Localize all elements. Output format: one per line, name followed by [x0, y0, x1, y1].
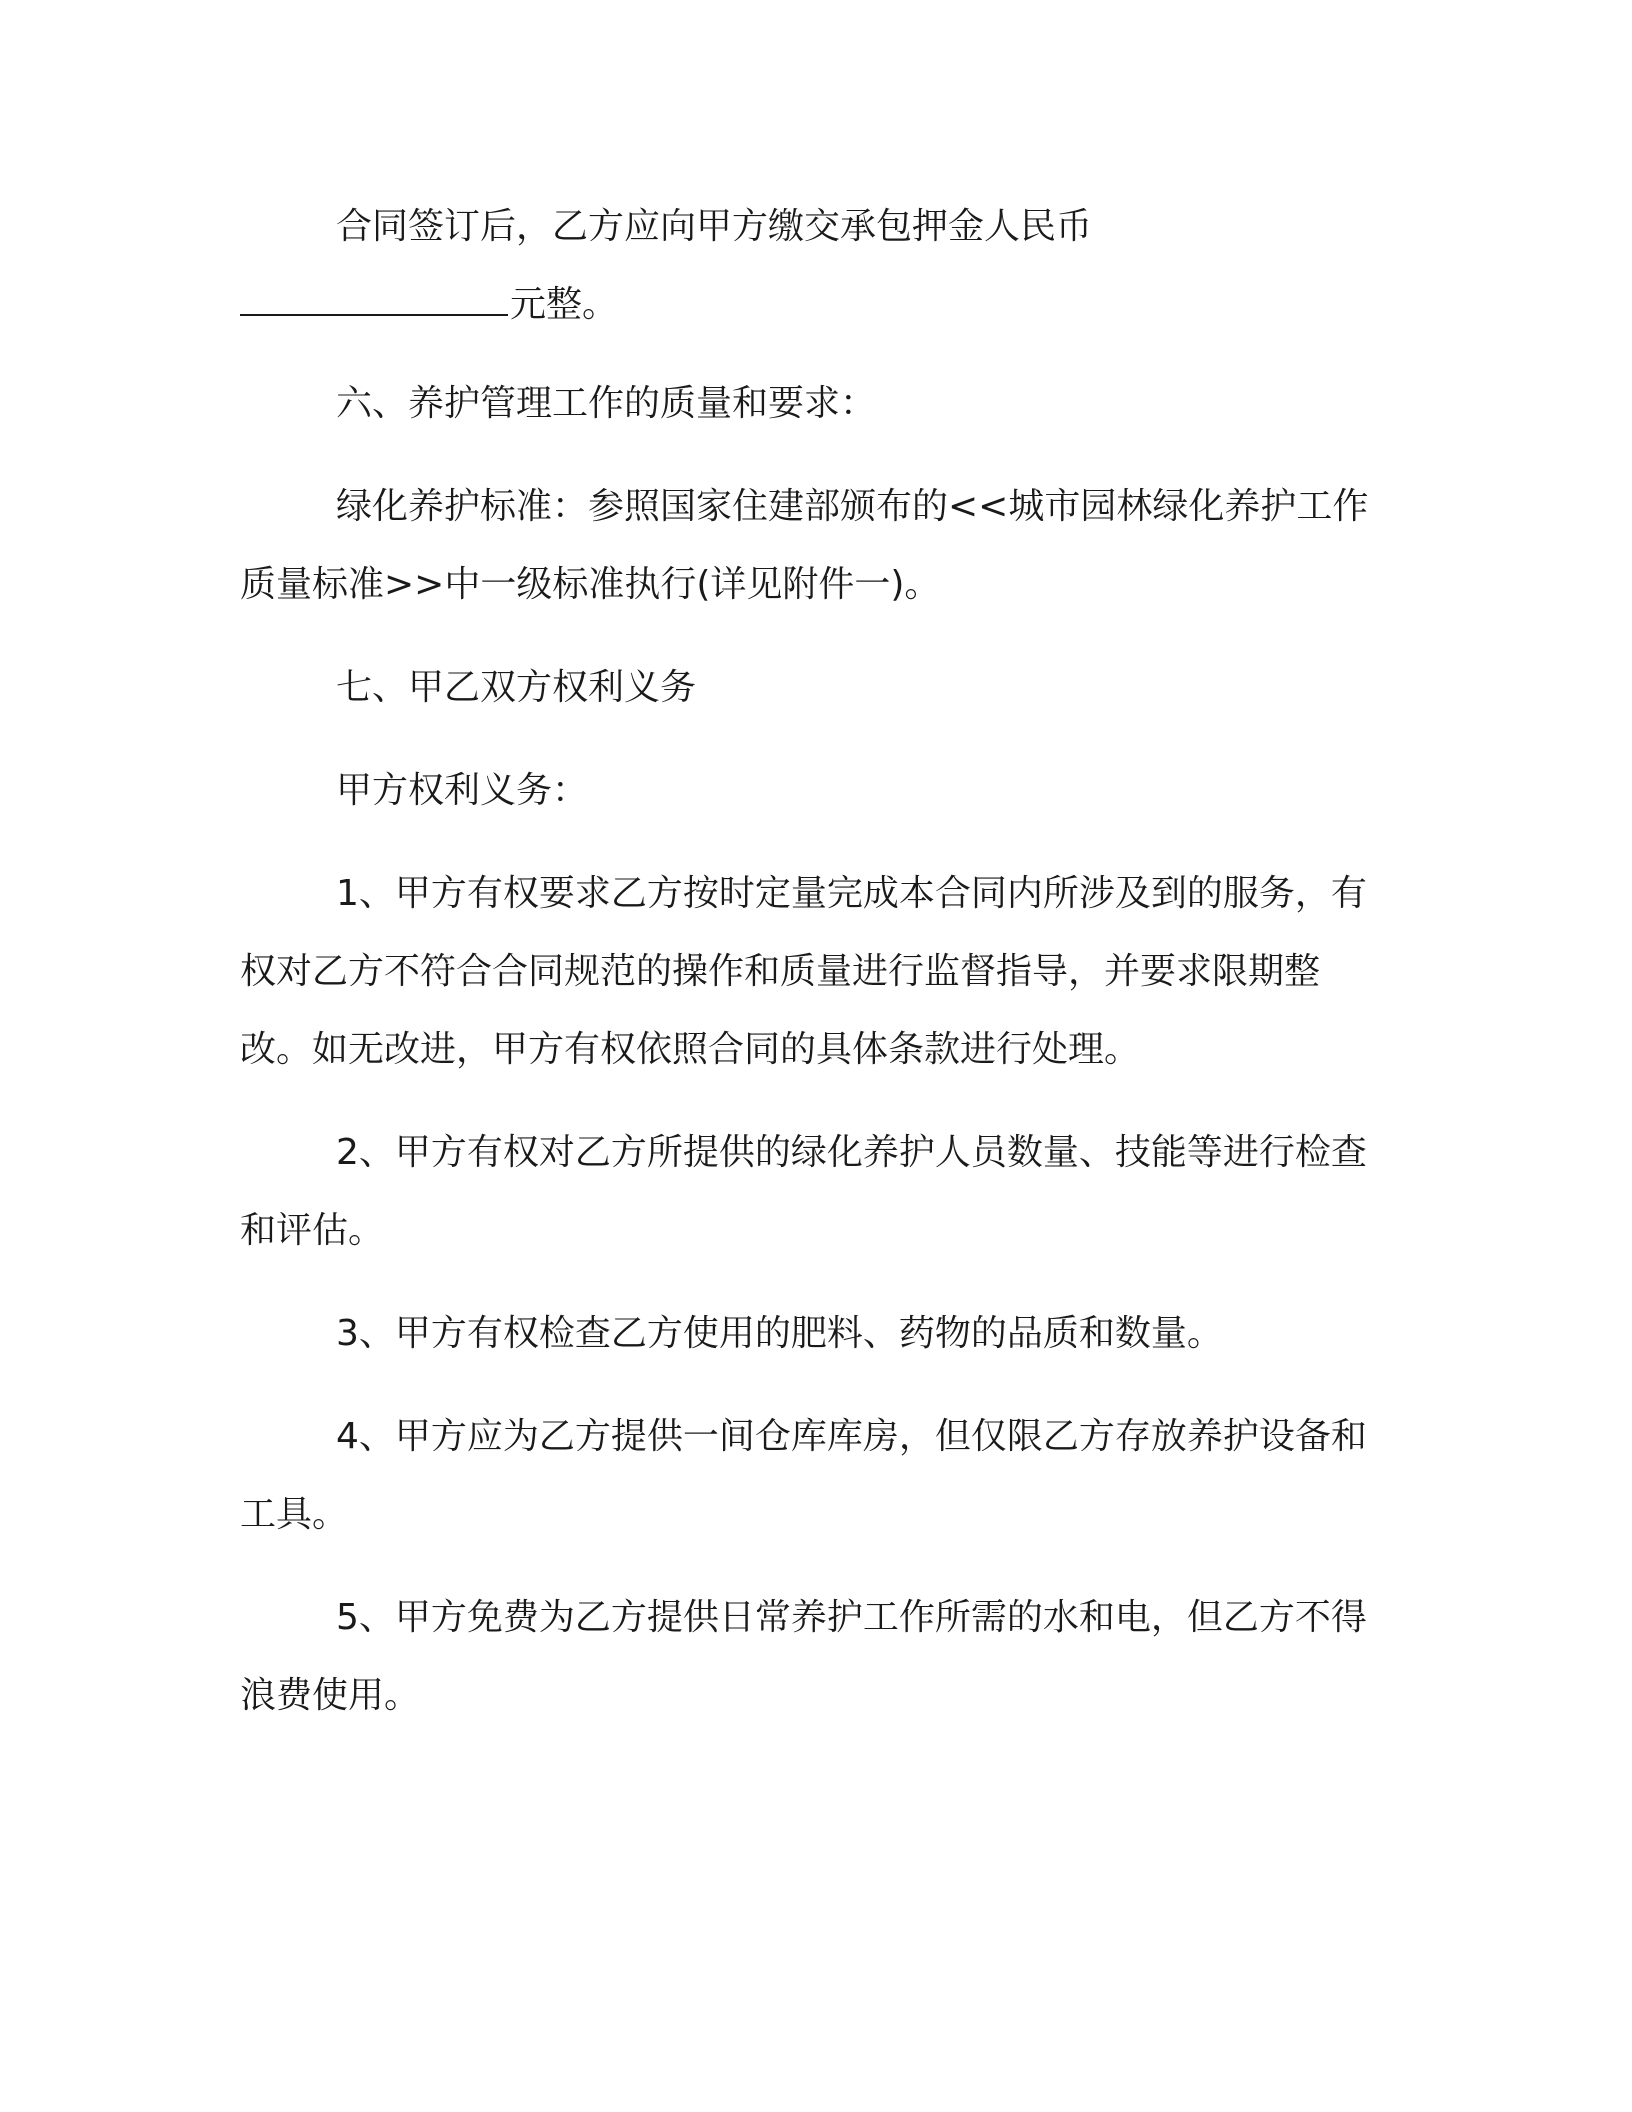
document-body: [240, 188, 1380, 1735]
party-a-rights-heading: 甲方权利义务：: [336, 770, 589, 811]
deposit-amount-suffix: 元整。: [510, 284, 619, 325]
party-a-item-3: 3、甲方有权检查乙方使用的肥料、药物的品质和数量。: [336, 1313, 1223, 1354]
deposit-paragraph: 合同签订后，乙方应向甲方缴交承包押金人民币: [336, 206, 1093, 247]
party-a-item-1: 1、甲方有权要求乙方按时定量完成本合同内所涉及到的服务，有权对乙方不符合合同规范的操作和质量进行监督指导，并要求限期整改。如无改进，甲方有权依照合同的具体条款进行处理。: [240, 873, 1367, 1070]
greening-standard-paragraph: 绿化养护标准：参照国家住建部颁布的<<城市园林绿化养护工作质量标准>>中一级标准执行(详见附件一)。: [240, 486, 1369, 605]
section-six-heading: 六、养护管理工作的质量和要求：: [336, 383, 877, 424]
blank-amount-field: [240, 280, 508, 316]
section-seven-heading: 七、甲乙双方权利义务: [336, 667, 697, 708]
deposit-amount-line: [240, 266, 1380, 344]
party-a-item-2: 2、甲方有权对乙方所提供的绿化养护人员数量、技能等进行检查和评估。: [240, 1132, 1367, 1251]
party-a-item-4: 4、甲方应为乙方提供一间仓库库房，但仅限乙方存放养护设备和工具。: [240, 1416, 1367, 1535]
party-a-item-5: 5、甲方免费为乙方提供日常养护工作所需的水和电，但乙方不得浪费使用。: [240, 1597, 1367, 1716]
